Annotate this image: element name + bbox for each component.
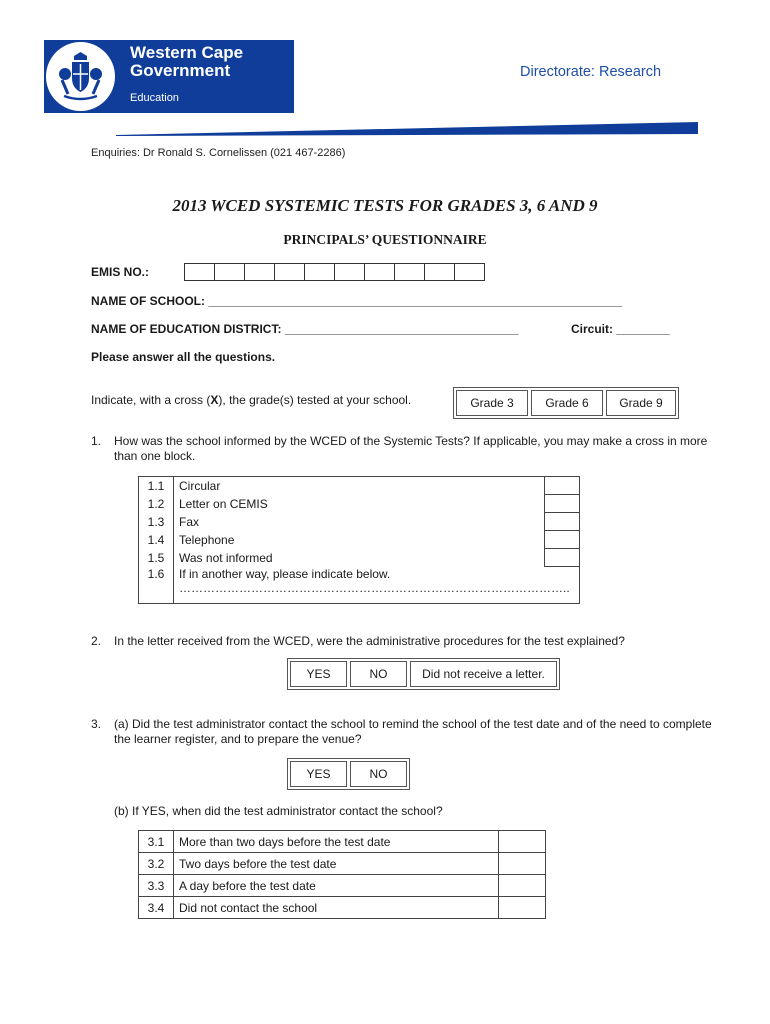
q1-row-label: Circular bbox=[174, 477, 545, 495]
table-row bbox=[139, 567, 580, 604]
grade-9-option[interactable]: Grade 9 bbox=[606, 390, 676, 416]
page-title: 2013 WCED SYSTEMIC TESTS FOR GRADES 3, 6 AND 9 bbox=[172, 196, 598, 215]
grade-prompt-end: ), the grade(s) tested at your school. bbox=[218, 393, 412, 407]
q1-row-label: Fax bbox=[174, 513, 545, 531]
q2-no-option[interactable]: NO bbox=[350, 661, 407, 687]
emis-digit-box[interactable] bbox=[335, 264, 365, 280]
q1-text: How was the school informed by the WCED of the Systemic Tests? If applicable, you may make a cross in more than one block. bbox=[114, 434, 708, 463]
q1-other-cell[interactable] bbox=[174, 567, 580, 604]
q2-options bbox=[287, 658, 560, 690]
coat-of-arms-icon bbox=[52, 48, 109, 105]
grade-options bbox=[453, 387, 679, 419]
table-row bbox=[139, 897, 546, 919]
grade-6-option[interactable]: Grade 6 bbox=[531, 390, 603, 416]
q3b-checkbox-one-day[interactable] bbox=[499, 875, 546, 897]
q1-checkbox-fax[interactable] bbox=[545, 513, 580, 531]
q1-row-label: Telephone bbox=[174, 531, 545, 549]
emis-input-grid[interactable] bbox=[184, 263, 485, 281]
table-row bbox=[139, 531, 580, 549]
q3b-checkbox-two-days[interactable] bbox=[499, 853, 546, 875]
q3b-row-label: More than two days before the test date bbox=[174, 831, 499, 853]
q3a-no-option[interactable]: NO bbox=[350, 761, 407, 787]
q1-row-number: 1.1 bbox=[139, 477, 174, 495]
emis-digit-box[interactable] bbox=[305, 264, 335, 280]
q1-row-number: 1.6 bbox=[139, 567, 174, 604]
emis-digit-box[interactable] bbox=[365, 264, 395, 280]
q1-checkbox-not-informed[interactable] bbox=[545, 549, 580, 567]
q1-row-label: Letter on CEMIS bbox=[174, 495, 545, 513]
grade-prompt bbox=[91, 393, 411, 407]
q3a-text: (a) Did the test administrator contact the school to remind the school of the test date and of the need to complete the learner register, and to prepare the venue? bbox=[114, 717, 712, 746]
q3b-options-table bbox=[138, 830, 546, 919]
q2-text: In the letter received from the WCED, were the administrative procedures for the test explained? bbox=[114, 634, 625, 648]
q3b-text: (b) If YES, when did the test administrator contact the school? bbox=[114, 804, 443, 818]
q1-other-dots: …………………………………………………………………………………….. bbox=[179, 581, 570, 595]
q1-options-table bbox=[138, 476, 580, 604]
q1-checkbox-circular[interactable] bbox=[545, 477, 580, 495]
q3-number: 3. bbox=[91, 717, 102, 731]
q2-yes-option[interactable]: YES bbox=[290, 661, 347, 687]
q1-row-label: If in another way, please indicate below. bbox=[179, 567, 391, 581]
q3b-row-number: 3.3 bbox=[139, 875, 174, 897]
directorate-label: Directorate: Research bbox=[520, 64, 662, 80]
table-row bbox=[139, 513, 580, 531]
q1-row-number: 1.5 bbox=[139, 549, 174, 567]
emis-digit-box[interactable] bbox=[245, 264, 275, 280]
q3a-yes-option[interactable]: YES bbox=[290, 761, 347, 787]
emis-digit-box[interactable] bbox=[455, 264, 484, 280]
table-row bbox=[139, 875, 546, 897]
table-row bbox=[139, 495, 580, 513]
grade-3-option[interactable]: Grade 3 bbox=[456, 390, 528, 416]
q1-row-number: 1.4 bbox=[139, 531, 174, 549]
q1-checkbox-telephone[interactable] bbox=[545, 531, 580, 549]
q1-row-number: 1.3 bbox=[139, 513, 174, 531]
emis-label: EMIS NO.: bbox=[91, 265, 150, 279]
table-row bbox=[139, 549, 580, 567]
school-name-field[interactable]: NAME OF SCHOOL: ______________________________________________________________ bbox=[91, 294, 623, 308]
q3b-row-number: 3.4 bbox=[139, 897, 174, 919]
logo-line1: Western Cape bbox=[130, 43, 244, 62]
enquiries-line: Enquiries: Dr Ronald S. Cornelissen (021 467-2286) bbox=[91, 147, 346, 159]
logo-line2: Government bbox=[130, 61, 231, 80]
q3b-row-label: Two days before the test date bbox=[174, 853, 499, 875]
q1-row-label: Was not informed bbox=[174, 549, 545, 567]
district-name-field[interactable]: NAME OF EDUCATION DISTRICT: ___________________________________ bbox=[91, 322, 519, 336]
q1-row-number: 1.2 bbox=[139, 495, 174, 513]
header-rule bbox=[116, 122, 698, 136]
table-row bbox=[139, 477, 580, 495]
instruction-text: Please answer all the questions. bbox=[91, 350, 276, 364]
emis-digit-box[interactable] bbox=[275, 264, 305, 280]
q1-checkbox-cemis[interactable] bbox=[545, 495, 580, 513]
page-subtitle: PRINCIPALS’ QUESTIONNAIRE bbox=[283, 232, 487, 247]
q3b-row-number: 3.2 bbox=[139, 853, 174, 875]
circuit-field[interactable]: Circuit: ________ bbox=[571, 322, 670, 336]
grade-prompt-x: X bbox=[210, 393, 219, 407]
table-row bbox=[139, 831, 546, 853]
q3b-checkbox-no-contact[interactable] bbox=[499, 897, 546, 919]
emis-digit-box[interactable] bbox=[425, 264, 455, 280]
q2-number: 2. bbox=[91, 634, 102, 648]
q3b-checkbox-more-than-two-days[interactable] bbox=[499, 831, 546, 853]
q2-no-letter-option[interactable]: Did not receive a letter. bbox=[410, 661, 557, 687]
q3b-row-number: 3.1 bbox=[139, 831, 174, 853]
emis-digit-box[interactable] bbox=[185, 264, 215, 280]
emis-digit-box[interactable] bbox=[215, 264, 245, 280]
q3b-row-label: A day before the test date bbox=[174, 875, 499, 897]
emis-digit-box[interactable] bbox=[395, 264, 425, 280]
q3a-options bbox=[287, 758, 410, 790]
q3b-row-label: Did not contact the school bbox=[174, 897, 499, 919]
logo-line3: Education bbox=[130, 92, 179, 104]
grade-prompt-start: Indicate, with a cross ( bbox=[91, 393, 211, 407]
table-row bbox=[139, 853, 546, 875]
q1-number: 1. bbox=[91, 434, 102, 448]
